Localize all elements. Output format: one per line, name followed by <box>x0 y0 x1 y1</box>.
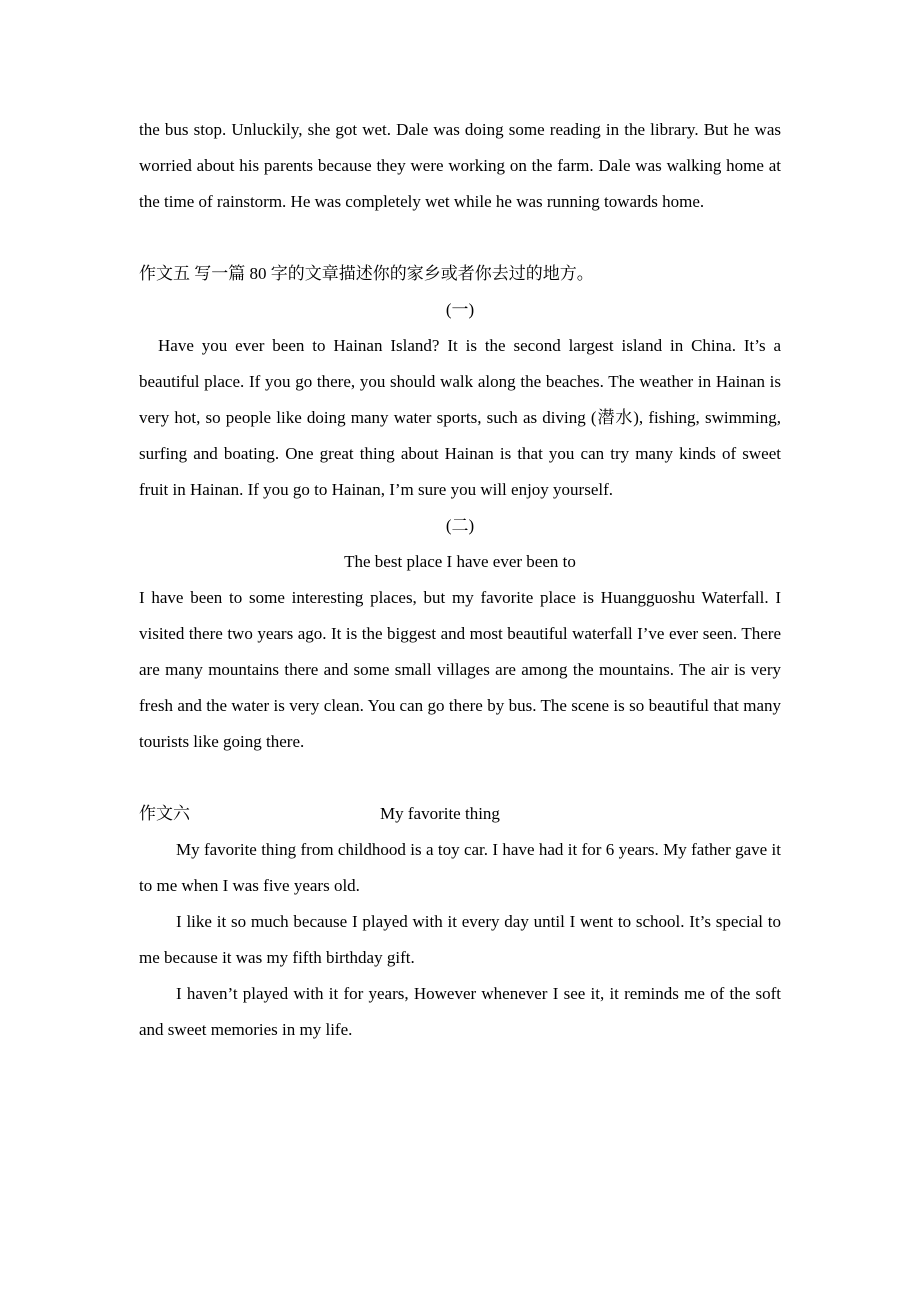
essay5-part2-title: The best place I have ever been to <box>344 552 576 571</box>
essay6-paragraph: My favorite thing from childhood is a toy car. I have had it for 6 years. My father gave it to me when I was five years old. <box>139 840 781 895</box>
essay5-part1-text: Have you ever been to Hainan Island? It is the second largest island in China. It’s a beautiful place. If you go there, you should walk along the beaches. The weather in Hainan is very hot, so people like doing many water sports, such as diving (潜水), fishing, swimming, surfing and boating. One great thing about Hainan is that you can try many kinds of sweet fruit in Hainan. If you go to Hainan, I’m sure you will enjoy yourself. <box>139 336 781 499</box>
essay5-part2-number: (二) <box>445 516 475 535</box>
document-page <box>139 112 781 1048</box>
continued-paragraph: the bus stop. Unluckily, she got wet. Dale was doing some reading in the library. But he was worried about his parents because they were working on the farm. Dale was walking home at the time of rainstorm. He was completely wet while he was running towards home. <box>139 120 781 211</box>
essay6-title: My favorite thing <box>380 804 500 823</box>
essay6-paragraph: I haven’t played with it for years, However whenever I see it, it reminds me of the soft and sweet memories in my life. <box>139 984 781 1039</box>
essay5-part1-number: (一) <box>445 300 475 319</box>
essay5-part2-text: I have been to some interesting places, but my favorite place is Huangguoshu Waterfall. I visited there two years ago. It is the biggest and most beautiful waterfall I’ve ever seen. There are many mountains there and some small villages are among the mountains. The air is very fresh and the water is very clean. You can go there by bus. The scene is so beautiful that many tourists like going there. <box>139 588 781 751</box>
essay5-heading: 作文五 写一篇 80 字的文章描述你的家乡或者你去过的地方。 <box>139 264 594 283</box>
essay6-paragraph: I like it so much because I played with it every day until I went to school. It’s special to me because it was my fifth birthday gift. <box>139 912 781 967</box>
spacer <box>139 760 781 796</box>
essay6-heading <box>139 796 781 832</box>
essay6-label: 作文六 <box>139 804 190 823</box>
spacer <box>139 220 781 256</box>
